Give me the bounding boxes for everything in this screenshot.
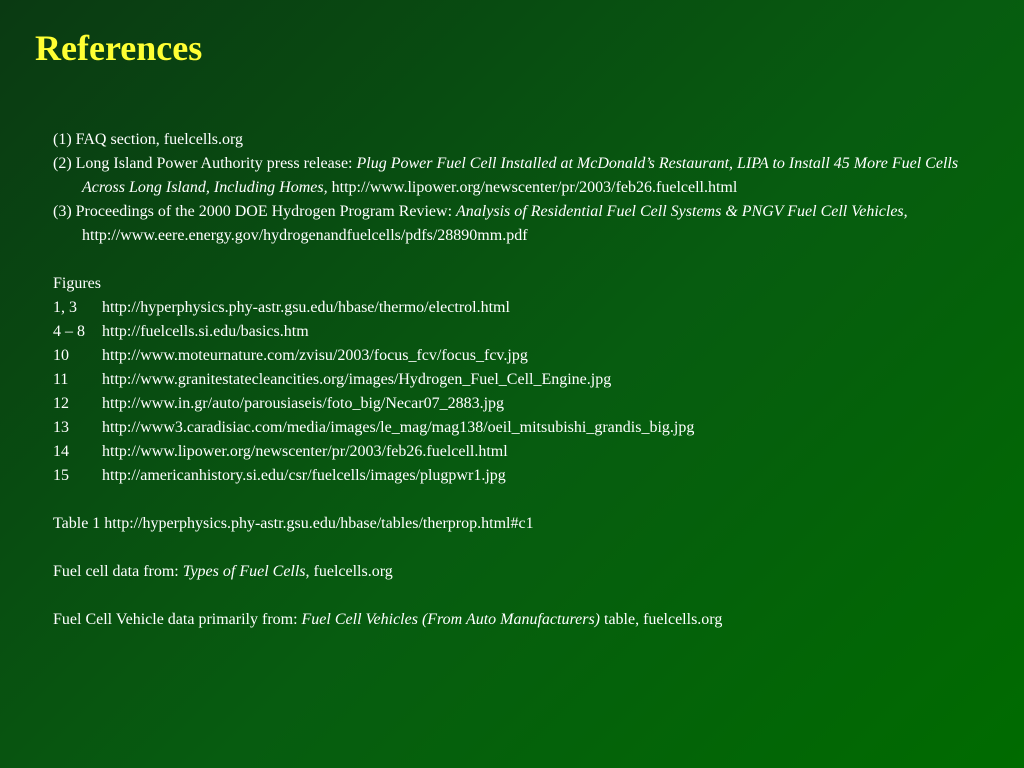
figure-number: 15 [53,467,69,484]
figure-number: 1, 3 [53,299,77,316]
figure-url: http://americanhistory.si.edu/csr/fuelcells/images/plugpwr1.jpg [102,467,506,484]
figure-number: 12 [53,395,69,412]
figure-url: http://www.granitestatecleancities.org/images/Hydrogen_Fuel_Cell_Engine.jpg [102,371,612,388]
figure-row [53,344,983,368]
figure-url: http://www3.caradisiac.com/media/images/le_mag/mag138/oeil_mitsubishi_grandis_big.jpg [102,419,695,436]
figure-url: http://fuelcells.si.edu/basics.htm [102,323,309,340]
figure-row [53,416,983,440]
reference-2-prefix: (2) Long Island Power Authority press release: [53,155,357,172]
spacer [53,248,983,272]
figure-url: http://www.in.gr/auto/parousiaseis/foto_big/Necar07_2883.jpg [102,395,505,412]
reference-3 [53,200,983,248]
figure-url: http://www.moteurnature.com/zvisu/2003/focus_fcv/focus_fcv.jpg [102,347,528,364]
figure-row [53,296,983,320]
vehicle-data-title: Fuel Cell Vehicles (From Auto Manufacturers) [301,611,600,628]
reference-3-prefix: (3) Proceedings of the 2000 DOE Hydrogen Program Review: [53,203,457,220]
vehicle-data-suffix: table, fuelcells.org [600,611,723,628]
figure-row [53,440,983,464]
spacer [53,584,983,608]
figure-row [53,320,983,344]
fuel-cell-data-source [53,560,983,584]
spacer [53,536,983,560]
figure-number: 4 – 8 [53,323,85,340]
fuel-cell-data-title: Types of Fuel Cells [182,563,306,580]
figure-number: 13 [53,419,69,436]
figure-url: http://www.lipower.org/newscenter/pr/2003/feb26.fuelcell.html [102,443,508,460]
vehicle-data-source [53,608,983,632]
fuel-cell-data-suffix: , fuelcells.org [305,563,393,580]
spacer [53,488,983,512]
fuel-cell-data-prefix: Fuel cell data from: [53,563,183,580]
references-content [53,128,983,632]
reference-2 [53,152,983,200]
reference-3-url: , http://www.eere.energy.gov/hydrogenandfuelcells/pdfs/28890mm.pdf [82,203,908,244]
reference-2-url: http://www.lipower.org/newscenter/pr/2003/feb26.fuelcell.html [327,179,738,196]
figure-row [53,464,983,488]
figure-row [53,368,983,392]
table-reference: Table 1 http://hyperphysics.phy-astr.gsu.edu/hbase/tables/therprop.html#c1 [53,515,534,532]
figure-url: http://hyperphysics.phy-astr.gsu.edu/hbase/thermo/electrol.html [102,299,510,316]
vehicle-data-prefix: Fuel Cell Vehicle data primarily from: [53,611,302,628]
figure-number: 11 [53,371,69,388]
reference-3-title: Analysis of Residential Fuel Cell Systems & PNGV Fuel Cell Vehicles [456,203,904,220]
reference-1 [53,128,983,152]
reference-1-text: (1) FAQ section, fuelcells.org [53,131,244,148]
figure-number: 14 [53,443,69,460]
figure-row [53,392,983,416]
figure-number: 10 [53,347,69,364]
slide-title: References [35,28,203,68]
figures-heading: Figures [53,275,101,292]
reference-2-title: Plug Power Fuel Cell Installed at McDonald’s Restaurant, LIPA to Install 45 More Fuel Cells Across Long Island, Including Homes, [82,155,959,196]
